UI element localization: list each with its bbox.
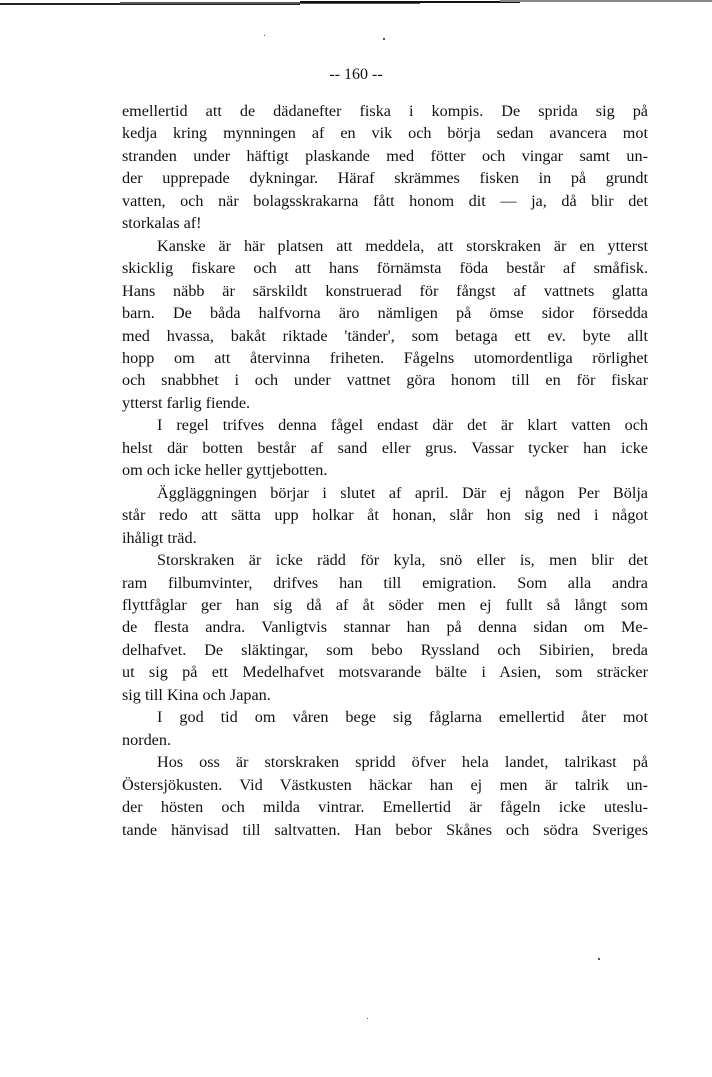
text-line: emellertid att de dädanefter fiska i kompis. De sprida sig på (122, 102, 648, 120)
paragraph-1 (122, 100, 648, 235)
text-line: Östersjökusten. Vid Västkusten häckar han ej men är talrik un- (122, 775, 648, 794)
text-line: Hos oss är storskraken spridd öfver hela landet, talrikast på (157, 753, 648, 772)
text-line: de flesta andra. Vanligtvis stannar han på denna sidan om Me- (122, 618, 648, 637)
text-line: ytterst farlig fiende. (122, 393, 251, 412)
paragraph-3 (122, 414, 648, 481)
text-line: och snabbhet i och under vattnet göra honom till en för fiskar (122, 371, 648, 390)
text-line: barn. De båda halfvorna äro nämligen på ömse sidor försedda (122, 304, 648, 323)
paragraph-2 (122, 235, 648, 415)
paragraph-5 (122, 549, 648, 706)
text-line: storkalas af! (122, 214, 202, 233)
text-line: står redo att sätta upp holkar åt honan, slår hon sig ned i något (122, 506, 648, 525)
text-line: kedja kring mynningen af en vik och börja sedan avancera mot (122, 124, 648, 143)
text-line: vatten, och när bolagsskrakarna fått honom dit — ja, då blir det (122, 191, 648, 210)
text-line: Äggläggningen börjar i slutet af april. Där ej någon Per Bölja (157, 483, 648, 502)
text-line: Storskraken är icke rädd för kyla, snö eller is, men blir det (157, 551, 648, 570)
text-line: hopp om att återvinna friheten. Fågelns utomordentliga rörlighet (122, 348, 648, 367)
text-line: ihåligt träd. (122, 528, 197, 547)
text-line: Kanske är här platsen att meddela, att storskraken är en ytterst (157, 236, 648, 255)
page-number: -- 160 -- (329, 66, 383, 83)
text-line: I regel trifves denna fågel endast där det är klart vatten och (157, 416, 648, 435)
text-line: ut sig på ett Medelhafvet motsvarande bälte i Asien, som sträcker (122, 663, 648, 682)
text-line: flyttfåglar ger han sig då af åt söder men ej fullt så långt som (122, 595, 648, 614)
paragraph-6 (122, 706, 648, 751)
text-line: tande hänvisad till saltvatten. Han bebor Skånes och södra Sveriges (122, 820, 648, 839)
text-line: I god tid om våren bege sig fåglarna emellertid åter mot (157, 708, 648, 727)
text-line: sig till Kina och Japan. (122, 685, 271, 704)
scan-speck (383, 38, 385, 40)
text-line: med hvassa, bakåt riktade 'tänder', som betaga ett ev. byte allt (122, 326, 648, 345)
text-line: norden. (122, 730, 171, 749)
scan-speck (367, 1018, 368, 1019)
text-line: ram filbumvinter, drifves han till emigration. Som alla andra (122, 573, 648, 592)
text-line: skicklig fiskare och att hans förnämsta föda består af småfisk. (122, 259, 648, 278)
text-line: Hans näbb är särskildt konstruerad för fångst af vattnets glatta (122, 281, 648, 300)
text-line: der hösten och milda vintrar. Emellertid är fågeln icke uteslu- (122, 798, 648, 817)
text-line: delhafvet. De släktingar, som bebo Ryssland och Sibirien, breda (122, 640, 648, 659)
paragraph-7 (122, 751, 648, 841)
body-text (122, 100, 648, 841)
scan-speck (598, 958, 600, 960)
scan-top-border (0, 0, 712, 5)
text-line: om och icke heller gyttjebotten. (122, 461, 328, 480)
text-line: stranden under häftigt plaskande med fötter och vingar samt un- (122, 146, 648, 165)
scan-speck (264, 35, 265, 36)
paragraph-4 (122, 482, 648, 549)
text-line: der upprepade dykningar. Häraf skrämmes fisken in på grundt (122, 169, 648, 188)
text-line: helst där botten består af sand eller grus. Vassar tycker han icke (122, 438, 648, 457)
